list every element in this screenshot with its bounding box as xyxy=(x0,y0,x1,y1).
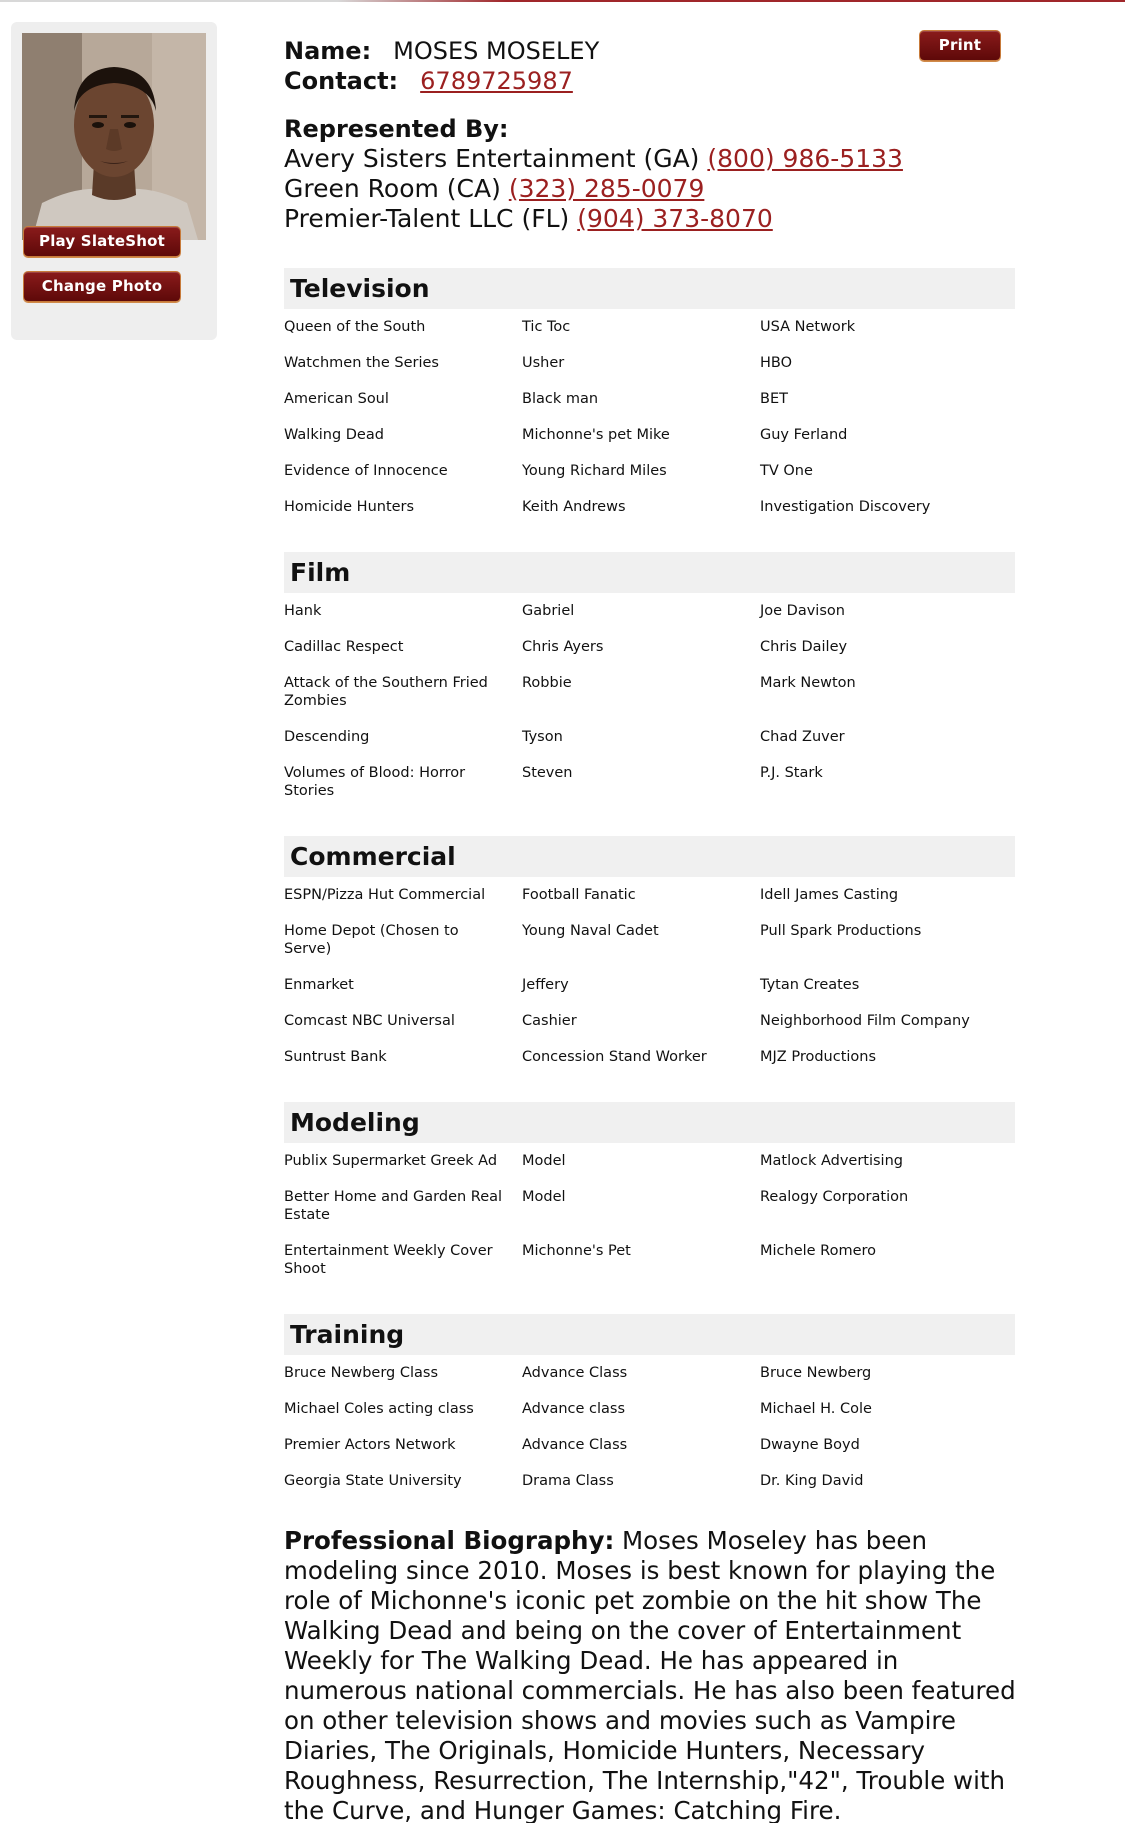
credit-company: Idell James Casting xyxy=(760,887,899,903)
credit-company: Tytan Creates xyxy=(760,977,860,993)
credit-row xyxy=(284,758,1015,812)
profile-info xyxy=(284,36,1014,234)
credit-row xyxy=(284,632,1015,668)
agency-name: Premier-Talent LLC (FL) xyxy=(284,204,570,233)
credit-row xyxy=(284,1466,1015,1502)
credit-row xyxy=(284,348,1015,384)
credit-role: Cashier xyxy=(522,1013,577,1029)
actor-name: MOSES MOSELEY xyxy=(393,37,600,65)
credit-company: Chad Zuver xyxy=(760,729,845,745)
credit-project: Home Depot (Chosen to Serve) xyxy=(284,923,459,957)
credit-project: Comcast NBC Universal xyxy=(284,1013,455,1029)
credit-row xyxy=(284,1042,1015,1078)
credit-company: Bruce Newberg xyxy=(760,1365,872,1381)
credit-company: Pull Spark Productions xyxy=(760,923,922,939)
credit-project: Georgia State University xyxy=(284,1473,462,1489)
credit-company: Dwayne Boyd xyxy=(760,1437,860,1453)
credit-company: BET xyxy=(760,391,788,407)
credit-project: Premier Actors Network xyxy=(284,1437,456,1453)
credit-row xyxy=(284,312,1015,348)
credit-role: Robbie xyxy=(522,675,572,691)
credit-company: Michele Romero xyxy=(760,1243,877,1259)
credit-row xyxy=(284,1394,1015,1430)
section-title: Modeling xyxy=(284,1102,1015,1143)
credit-project: Suntrust Bank xyxy=(284,1049,387,1065)
credit-company: USA Network xyxy=(760,319,856,335)
section-modeling xyxy=(284,1102,1015,1290)
credit-project: Entertainment Weekly Cover Shoot xyxy=(284,1243,493,1277)
credit-role: Michonne's pet Mike xyxy=(522,427,670,443)
credit-row xyxy=(284,1236,1015,1290)
credit-project: Michael Coles acting class xyxy=(284,1401,474,1417)
credit-role: Model xyxy=(522,1189,566,1205)
play-slateshot-button[interactable]: Play SlateShot xyxy=(23,226,181,257)
print-button[interactable]: Print xyxy=(919,30,1001,61)
credit-role: Black man xyxy=(522,391,599,407)
credit-project: Attack of the Southern Fried Zombies xyxy=(284,675,488,709)
credit-role: Gabriel xyxy=(522,603,575,619)
credit-role: Advance class xyxy=(522,1401,626,1417)
credit-row xyxy=(284,880,1015,916)
credit-company: Michael H. Cole xyxy=(760,1401,872,1417)
biography-text: Moses Moseley has been modeling since 2010. Moses is best known for playing the role of Michonne's iconic pet zombie on the hit show The Walking Dead and being on the cover of Entertainment Weekly for The Walking Dead. He has appeared in numerous national commercials. He has also been featured on other television shows and movies such as Vampire Diaries, The Originals, Homicide Hunters, Necessary Roughness, Resurrection, The Internship,"42", Trouble with the Curve, and Hunger Games: Catching Fire. xyxy=(284,1526,1016,1823)
credit-company: Realogy Corporation xyxy=(760,1189,909,1205)
credit-company: Matlock Advertising xyxy=(760,1153,903,1169)
credit-row xyxy=(284,456,1015,492)
top-rule xyxy=(0,0,1125,2)
credit-project: Enmarket xyxy=(284,977,354,993)
credit-company: Guy Ferland xyxy=(760,427,848,443)
contact-phone-link[interactable]: 6789725987 xyxy=(420,67,573,95)
credit-row xyxy=(284,1358,1015,1394)
name-line xyxy=(284,36,1014,66)
contact-label: Contact: xyxy=(284,67,399,95)
agency-phone-link[interactable]: (904) 373-8070 xyxy=(577,204,773,233)
credit-role: Steven xyxy=(522,765,573,781)
credit-role: Jeffery xyxy=(522,977,569,993)
credit-row xyxy=(284,420,1015,456)
biography-label: Professional Biography: xyxy=(284,1526,615,1555)
credit-project: Publix Supermarket Greek Ad xyxy=(284,1153,498,1169)
section-commercial xyxy=(284,836,1015,1078)
credit-role: Young Richard Miles xyxy=(522,463,667,479)
credit-row xyxy=(284,916,1015,970)
headshot-photo xyxy=(22,33,206,240)
section-title: Film xyxy=(284,552,1015,593)
credit-company: Dr. King David xyxy=(760,1473,864,1489)
change-photo-button[interactable]: Change Photo xyxy=(23,271,181,302)
credit-role: Keith Andrews xyxy=(522,499,626,515)
credit-role: Tic Toc xyxy=(522,319,571,335)
credit-row xyxy=(284,1430,1015,1466)
agency-phone-link[interactable]: (323) 285-0079 xyxy=(508,174,705,203)
professional-biography xyxy=(284,1526,1019,1823)
credit-project: Queen of the South xyxy=(284,319,426,335)
credit-role: Chris Ayers xyxy=(522,639,604,655)
section-film xyxy=(284,552,1015,812)
name-label: Name: xyxy=(284,37,372,65)
credit-row xyxy=(284,970,1015,1006)
credit-role: Drama Class xyxy=(522,1473,614,1489)
credit-project: Walking Dead xyxy=(284,427,384,443)
credit-project: Better Home and Garden Real Estate xyxy=(284,1189,503,1223)
credit-project: Hank xyxy=(284,603,322,619)
credit-role: Concession Stand Worker xyxy=(522,1049,707,1065)
credit-project: Descending xyxy=(284,729,370,745)
credit-company: Chris Dailey xyxy=(760,639,848,655)
section-television xyxy=(284,268,1015,528)
represented-by-heading: Represented By: xyxy=(284,115,509,143)
credit-company: Joe Davison xyxy=(760,603,845,619)
credit-row xyxy=(284,492,1015,528)
credit-row xyxy=(284,1182,1015,1236)
credit-project: Evidence of Innocence xyxy=(284,463,448,479)
credit-role: Advance Class xyxy=(522,1365,628,1381)
credit-row xyxy=(284,596,1015,632)
credit-role: Advance Class xyxy=(522,1437,628,1453)
agency-phone-link[interactable]: (800) 986-5133 xyxy=(707,144,903,173)
representation-item xyxy=(284,174,1014,204)
credit-row xyxy=(284,1146,1015,1182)
section-title: Television xyxy=(284,268,1015,309)
credit-project: American Soul xyxy=(284,391,389,407)
credit-company: P.J. Stark xyxy=(760,765,823,781)
credit-company: Investigation Discovery xyxy=(760,499,931,515)
credit-role: Model xyxy=(522,1153,566,1169)
representation-item xyxy=(284,144,1014,174)
credit-row xyxy=(284,668,1015,722)
contact-line xyxy=(284,66,1014,96)
credits-content xyxy=(284,268,1015,1526)
credit-role: Usher xyxy=(522,355,565,371)
credit-project: Volumes of Blood: Horror Stories xyxy=(284,765,466,799)
agency-name: Green Room (CA) xyxy=(284,174,501,203)
credit-role: Michonne's Pet xyxy=(522,1243,631,1259)
credit-role: Tyson xyxy=(522,729,563,745)
credit-role: Young Naval Cadet xyxy=(522,923,659,939)
credit-row xyxy=(284,1006,1015,1042)
section-title: Training xyxy=(284,1314,1015,1355)
credit-company: HBO xyxy=(760,355,793,371)
agency-name: Avery Sisters Entertainment (GA) xyxy=(284,144,700,173)
credit-company: Neighborhood Film Company xyxy=(760,1013,970,1029)
credit-project: Cadillac Respect xyxy=(284,639,404,655)
credit-row xyxy=(284,722,1015,758)
credit-company: Mark Newton xyxy=(760,675,856,691)
credit-project: Bruce Newberg Class xyxy=(284,1365,439,1381)
credit-company: MJZ Productions xyxy=(760,1049,877,1065)
section-title: Commercial xyxy=(284,836,1015,877)
credit-project: ESPN/Pizza Hut Commercial xyxy=(284,887,486,903)
representation-item xyxy=(284,204,1014,234)
credit-project: Homicide Hunters xyxy=(284,499,415,515)
credit-company: TV One xyxy=(760,463,813,479)
credit-row xyxy=(284,384,1015,420)
credit-project: Watchmen the Series xyxy=(284,355,439,371)
credit-role: Football Fanatic xyxy=(522,887,636,903)
section-training xyxy=(284,1314,1015,1502)
